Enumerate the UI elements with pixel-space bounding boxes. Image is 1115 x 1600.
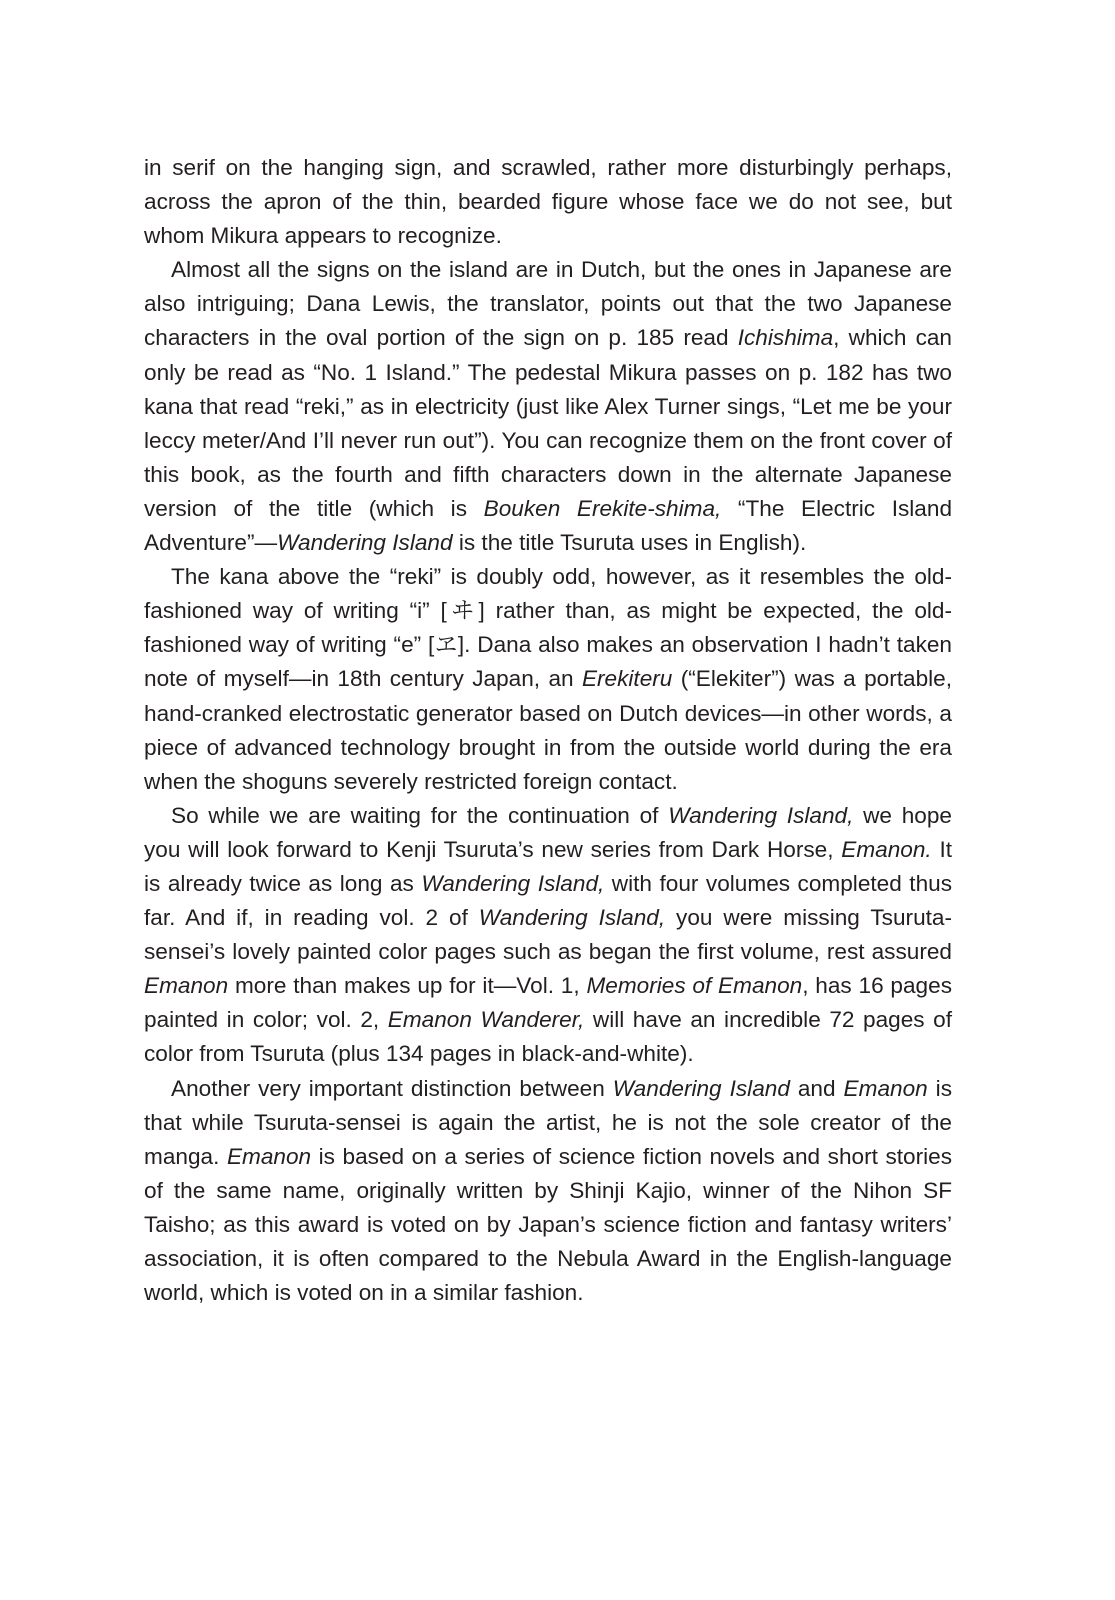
italic-text-run: Wandering Island, — [421, 870, 605, 896]
text-run: , has 16 pages painted in color; vol. 2, — [144, 973, 952, 1033]
text-run: is the title Tsuruta uses in English). — [452, 530, 807, 556]
italic-text-run: Erekiteru — [581, 666, 673, 692]
paragraph — [144, 560, 952, 799]
text-run: It is already twice as long as — [144, 836, 952, 896]
italic-text-run: Wandering Island, — [668, 802, 854, 828]
text-run: “The Electric Island Adventure”— — [144, 495, 953, 556]
italic-text-run: Wandering Island — [277, 530, 453, 556]
italic-text-run: Emanon — [226, 1143, 312, 1169]
text-run: (“Elekiter”) was a portable, hand-cranked electrostatic generator based on Dutch devices—in other words, a piece of advanced technology brought in from the outside world during the era when the shoguns severely restricted foreign contact. — [144, 666, 952, 794]
text-run: you were missing Tsuruta-sensei’s lovely painted color pages such as began the first volume, rest assured — [144, 905, 952, 965]
italic-text-run: Bouken Erekite-shima, — [483, 495, 722, 521]
italic-text-run: Wandering Island, — [478, 905, 666, 931]
text-run: is based on a series of science fiction novels and short stories of the same name, originally written by Shinji Kajio, winner of the Nihon SF Taisho; as this award is voted on by Japan’s science fiction and fantasy writers’ association, it is often compared to the Nebula Award in the English-language world, which is voted on in a similar fashion. — [144, 1143, 953, 1306]
text-run: Another very important distinction between — [171, 1075, 613, 1101]
body-text — [144, 151, 952, 1310]
text-run: with four volumes completed thus far. And if, in reading vol. 2 of — [144, 870, 953, 931]
text-run: and — [789, 1075, 844, 1101]
text-run: will have an incredible 72 pages of color from Tsuruta (plus 134 pages in black-and-white). — [144, 1007, 952, 1067]
paragraph — [144, 151, 952, 253]
paragraph — [144, 799, 952, 1072]
italic-text-run: Emanon Wanderer, — [387, 1007, 585, 1033]
paragraph — [144, 253, 952, 560]
text-run: , which can only be read as “No. 1 Island.” The pedestal Mikura passes on p. 182 has two kana that read “reki,” as in electricity (just like Alex Turner sings, “Let me be your leccy meter/And I’ll never run out”). You can recognize them on the front cover of this book, as the fourth and fifth characters down in the alternate Japanese version of the title (which is — [144, 325, 952, 521]
italic-text-run: Emanon — [843, 1075, 928, 1101]
italic-text-run: Wandering Island — [612, 1075, 790, 1101]
text-run: in serif on the hanging sign, and scrawled, rather more disturbingly perhaps, across the apron of the thin, bearded figure whose face we do not see, but whom Mikura appears to recognize. — [144, 155, 952, 249]
text-run: we hope you will look forward to Kenji Tsuruta’s new series from Dark Horse, — [144, 802, 952, 862]
paragraph — [144, 1072, 952, 1311]
text-run: So while we are waiting for the continuation of — [171, 802, 669, 828]
italic-text-run: Emanon. — [841, 836, 932, 862]
italic-text-run: Emanon — [144, 973, 229, 999]
text-run: The kana above the “reki” is doubly odd, however, as it resembles the old-fashioned way of writing “i” [ヰ] rather than, as might be expected, the old-fashioned way of writing “e” [ヱ]. Dana also makes an observation I hadn’t taken note of myself—in 18th century Japan, an — [144, 564, 952, 692]
text-run: more than makes up for it—Vol. 1, — [228, 973, 587, 999]
italic-text-run: Memories of Emanon — [586, 973, 803, 999]
text-run: Almost all the signs on the island are in Dutch, but the ones in Japanese are also intriguing; Dana Lewis, the translator, points out that the two Japanese characters in the oval portion of the sign on p. 185 read — [144, 257, 952, 351]
italic-text-run: Ichishima — [737, 325, 834, 351]
text-run: is that while Tsuruta-sensei is again the artist, he is not the sole creator of the manga. — [144, 1075, 952, 1169]
